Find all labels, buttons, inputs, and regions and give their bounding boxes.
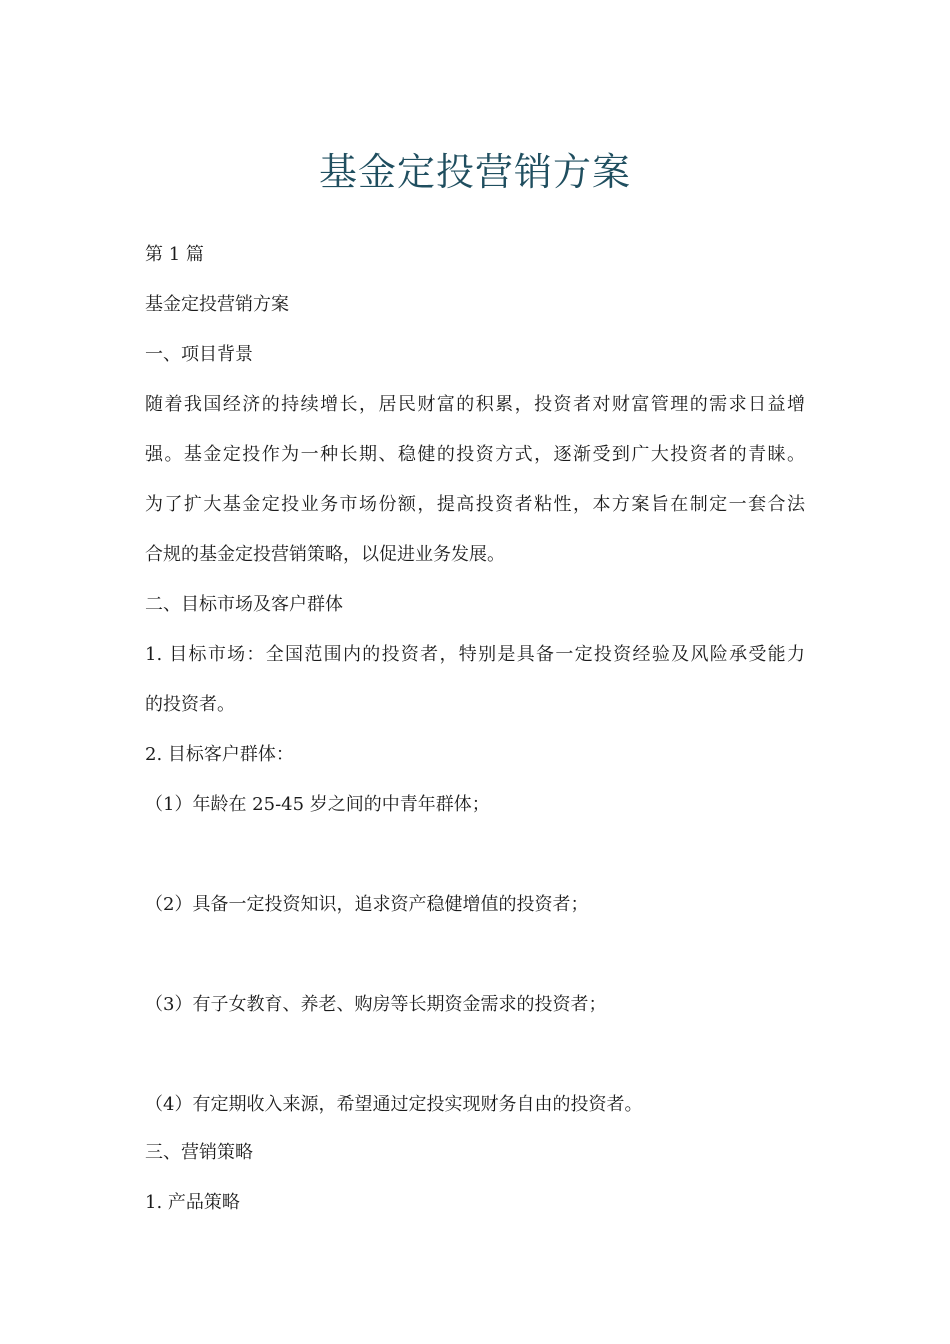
document-subtitle: 基金定投营销方案 bbox=[145, 294, 289, 315]
list-item: （1）年龄在 25-45 岁之间的中青年群体； bbox=[145, 794, 490, 815]
paragraph-line: 的投资者。 bbox=[145, 694, 235, 715]
document-title: 基金定投营销方案 bbox=[318, 150, 631, 194]
section-heading-background: 一、项目背景 bbox=[145, 344, 253, 365]
list-item: （2）具备一定投资知识，追求资产稳健增值的投资者； bbox=[145, 894, 589, 915]
section-label: 第 1 篇 bbox=[145, 244, 204, 265]
paragraph-line: 1. 目标市场：全国范围内的投资者，特别是具备一定投资经验及风险承受能力 bbox=[145, 644, 805, 665]
paragraph-line: 强。基金定投作为一种长期、稳健的投资方式，逐渐受到广大投资者的青睐。 bbox=[145, 444, 805, 465]
subheading-product-strategy: 1. 产品策略 bbox=[145, 1192, 240, 1213]
paragraph-line: 为了扩大基金定投业务市场份额，提高投资者粘性，本方案旨在制定一套合法 bbox=[145, 494, 805, 515]
paragraph-line: 随着我国经济的持续增长，居民财富的积累，投资者对财富管理的需求日益增 bbox=[145, 394, 805, 415]
list-item: （4）有定期收入来源，希望通过定投实现财务自由的投资者。 bbox=[145, 1094, 643, 1115]
list-item: （3）有子女教育、养老、购房等长期资金需求的投资者； bbox=[145, 994, 607, 1015]
subheading-target-customers: 2. 目标客户群体： bbox=[145, 744, 294, 765]
section-heading-target-market: 二、目标市场及客户群体 bbox=[145, 594, 343, 615]
paragraph-line: 合规的基金定投营销策略，以促进业务发展。 bbox=[145, 544, 505, 565]
section-heading-strategy: 三、营销策略 bbox=[145, 1142, 253, 1163]
